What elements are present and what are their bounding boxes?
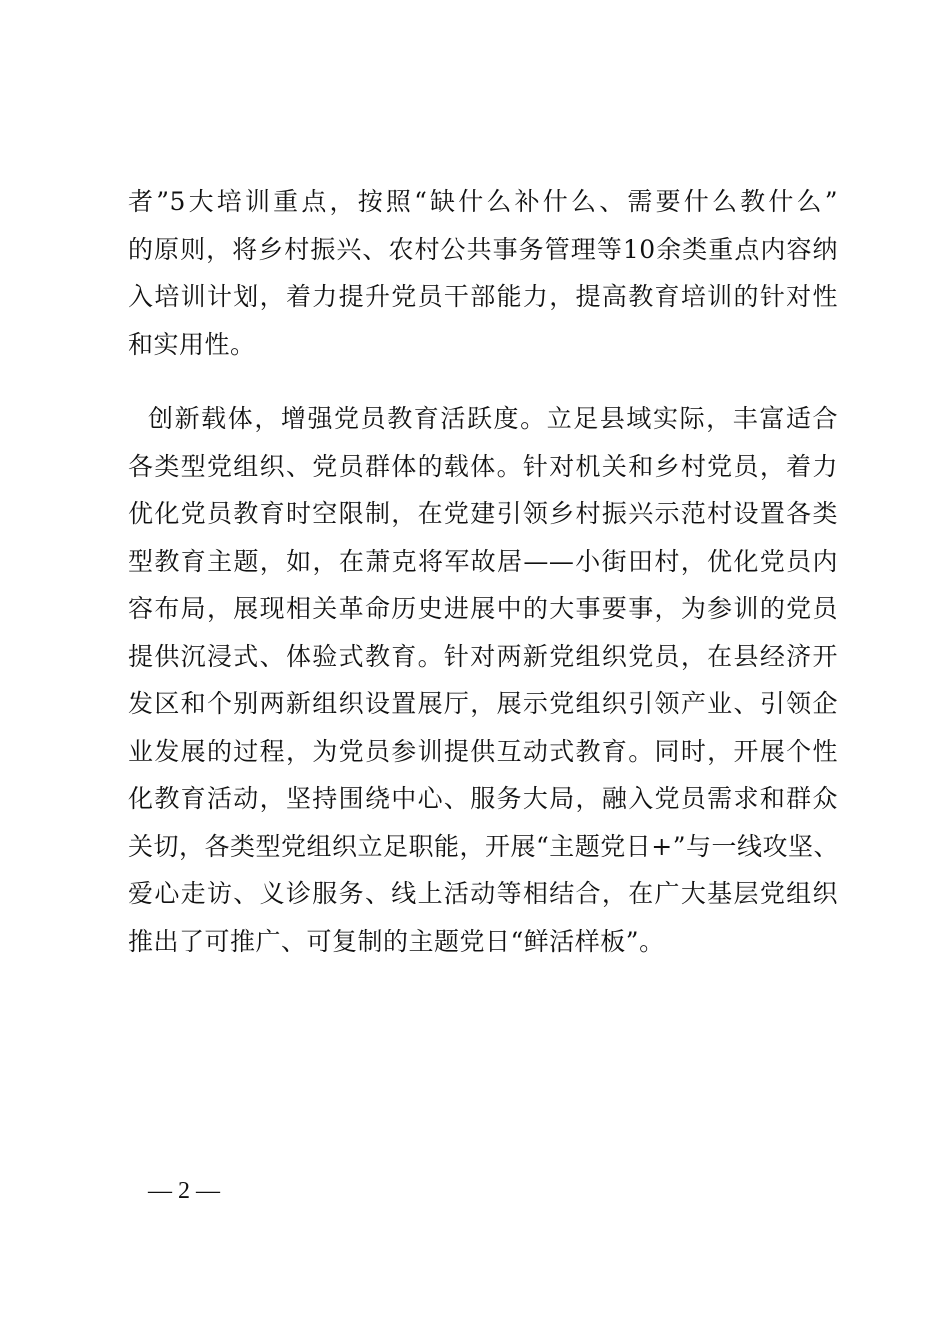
text-line: 者”5大培训重点，按照“缺什么补什么、需要什么教什么” xyxy=(128,187,838,216)
page-number: — 2 — xyxy=(148,1178,220,1204)
text-line: 关切，各类型党组织立足职能，开展“主题党日+”与一线攻坚、 xyxy=(128,831,840,861)
text-line: 化教育活动，坚持围绕中心、服务大局，融入党员需求和群众 xyxy=(128,784,838,813)
text-line: 爱心走访、义诊服务、线上活动等相结合，在广大基层党组织 xyxy=(128,879,838,908)
text-line: 提供沉浸式、体验式教育。针对两新党组织党员，在县经济开 xyxy=(128,641,838,671)
text-line: 和实用性。 xyxy=(128,329,256,359)
text-line: 优化党员教育时空限制，在党建引领乡村振兴示范村设置各类 xyxy=(128,499,838,528)
text-line: 型教育主题，如，在萧克将军故居——小街田村，优化党员内 xyxy=(128,546,838,576)
text-line: 业发展的过程，为党员参训提供互动式教育。同时，开展个性 xyxy=(128,736,838,766)
text-line: 各类型党组织、党员群体的载体。针对机关和乡村党员，着力 xyxy=(128,451,838,481)
text-line: 的原则，将乡村振兴、农村公共事务管理等10余类重点内容纳 xyxy=(128,234,838,264)
text-line: 创新载体，增强党员教育活跃度。立足县域实际，丰富适合 xyxy=(148,404,838,433)
paragraph-2 xyxy=(128,395,838,965)
text-line: 发区和个别两新组织设置展厅，展示党组织引领产业、引领企 xyxy=(128,689,838,718)
paragraph-1 xyxy=(128,178,838,368)
text-line: 推出了可推广、可复制的主题党日“鲜活样板”。 xyxy=(128,926,665,956)
text-line: 入培训计划，着力提升党员干部能力，提高教育培训的针对性 xyxy=(128,282,838,311)
text-line: 容布局，展现相关革命历史进展中的大事要事，为参训的党员 xyxy=(128,594,838,623)
